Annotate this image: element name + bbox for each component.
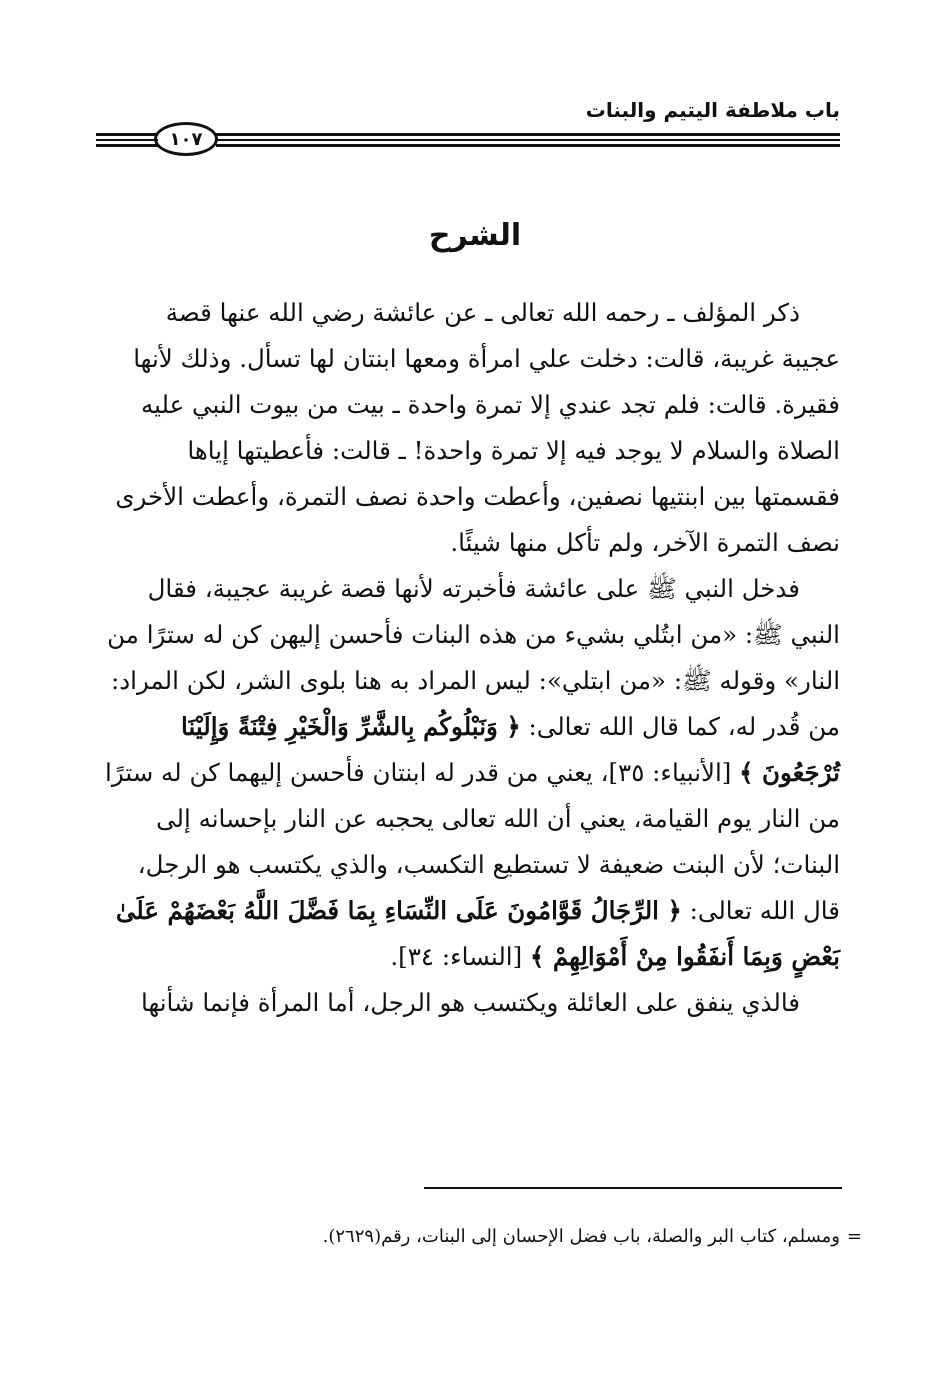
running-header-title: باب ملاطفة اليتيم والبنات	[585, 98, 840, 122]
paragraph-3: فالذي ينفق على العائلة ويكتسب هو الرجل، أما المرأة فإنما شأنها	[140, 988, 800, 1017]
paragraph-1: ذكر المؤلف ـ رحمه الله تعالى ـ عن عائشة رضي الله عنها قصة عجيبة غريبة، قالت: دخلت علي امرأة ومعها ابنتان لها تسأل. وذلك لأنها فقيرة. قالت: فلم تجد عندي إلا تمرة واحدة ـ بيت من بيوت النبي عليه الصلاة والسلام لا يوجد فيه إلا تمرة واحدة! ـ قالت: فأعطيتها إياها فقسمتها بين ابنتيها نصفين، وأعطت واحدة نصف التمرة، وأعطت الأخرى نصف التمرة الآخر، ولم تأكل منها شيئًا.	[115, 298, 840, 557]
page-number: ١٠٧	[154, 122, 218, 156]
footnote-separator	[424, 1187, 842, 1189]
paragraph-2-end: [النساء: ٣٤].	[390, 942, 523, 971]
header-rule-right-segment	[216, 133, 840, 147]
paragraph-2	[104, 566, 840, 980]
paragraph-2-intro: فدخل النبي ﷺ على عائشة فأخبرته لأنها قصة غريبة عجيبة، فقال النبي ﷺ: «من ابتُلي بشيء من هذه البنات فأحسن إليهن كن له سترًا من النار» وقوله ﷺ: «من ابتلي»: ليس المراد به هنا بلوى الشر، لكن المراد: من قُدر له، كما قال الله تعالى:	[107, 574, 840, 741]
header-rule	[96, 122, 840, 158]
body-text	[104, 290, 840, 1026]
footnote-continuation-mark: =	[846, 1226, 862, 1247]
paragraph-2-middle: [الأنبياء: ٣٥]، يعني من قدر له ابنتان فأحسن إليهما كن له سترًا من النار يوم القيامة، يعني أن الله تعالى يحجبه عن النار بإحسانه إلى البنات؛ لأن البنت ضعيفة لا تستطيع التكسب، والذي يكتسب هو الرجل، قال الله تعالى:	[105, 758, 840, 925]
footnote-text: ومسلم، كتاب البر والصلة، باب فضل الإحسان إلى البنات، رقم(٢٦٢٩).	[322, 1226, 840, 1247]
quran-verse-nisa: ﴿ الرِّجَالُ قَوَّامُونَ عَلَى النِّسَاءِ بِمَا فَضَّلَ اللَّهُ بَعْضَهُمْ عَلَىٰ بَعْضٍ وَبِمَا أَنفَقُوا مِنْ أَمْوَالِهِمْ ﴾	[115, 896, 840, 971]
section-title: الشرح	[428, 218, 522, 253]
quran-verse-anbiya: ﴿ وَنَبْلُوكُم بِالشَّرِّ وَالْخَيْرِ فِتْنَةً وَإِلَيْنَا تُرْجَعُونَ ﴾	[181, 712, 840, 787]
header-rule-left-segment	[96, 133, 158, 147]
